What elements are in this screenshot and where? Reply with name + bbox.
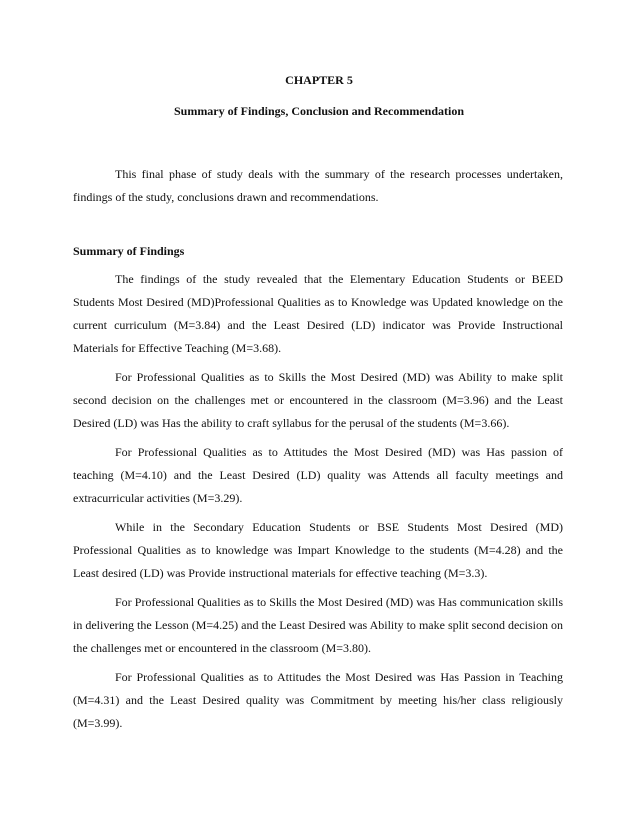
findings-paragraph: While in the Secondary Education Students or BSE Students Most Desired (MD) Professional Qualities as to knowledge was Impart Knowledge to the students (M=4.28) and the Least desired (LD) was Provide instructional materials for effective teaching (M=3.3). <box>73 520 563 580</box>
findings-paragraph: For Professional Qualities as to Attitudes the Most Desired was Has Passion in Teaching (M=4.31) and the Least Desired quality was Commitment by meeting his/her class religiously (M=3.99). <box>73 670 563 730</box>
findings-paragraph: For Professional Qualities as to Skills the Most Desired (MD) was Ability to make split second decision on the challenges met or encountered in the classroom (M=3.96) and the Least Desired (LD) was Has the ability to craft syllabus for the perusal of the students (M=3.66). <box>73 370 563 430</box>
intro-section <box>73 163 563 209</box>
findings-paragraph: The findings of the study revealed that the Elementary Education Students or BEED Students Most Desired (MD)Professional Qualities as to Knowledge was Updated knowledge on the current curriculum (M=3.84) and the Least Desired (LD) indicator was Provide Instructional Materials for Effective Teaching (M=3.68). <box>73 272 563 355</box>
intro-paragraph: This final phase of study deals with the summary of the research processes undertaken, findings of the study, conclusions drawn and recommendations. <box>73 167 563 204</box>
chapter-title: CHAPTER 5 <box>285 73 353 87</box>
findings-section <box>73 268 563 741</box>
summary-heading: Summary of Findings <box>73 244 185 258</box>
chapter-subtitle: Summary of Findings, Conclusion and Recommendation <box>173 104 465 118</box>
findings-paragraph: For Professional Qualities as to Attitudes the Most Desired (MD) was Has passion of teaching (M=4.10) and the Least Desired (LD) quality was Attends all faculty meetings and extracurricular activities (M=3.29). <box>73 445 563 505</box>
findings-paragraph: For Professional Qualities as to Skills the Most Desired (MD) was Has communication skills in delivering the Lesson (M=4.25) and the Least Desired was Ability to make split second decision on the challenges met or encountered in the classroom (M=3.80). <box>73 595 563 655</box>
